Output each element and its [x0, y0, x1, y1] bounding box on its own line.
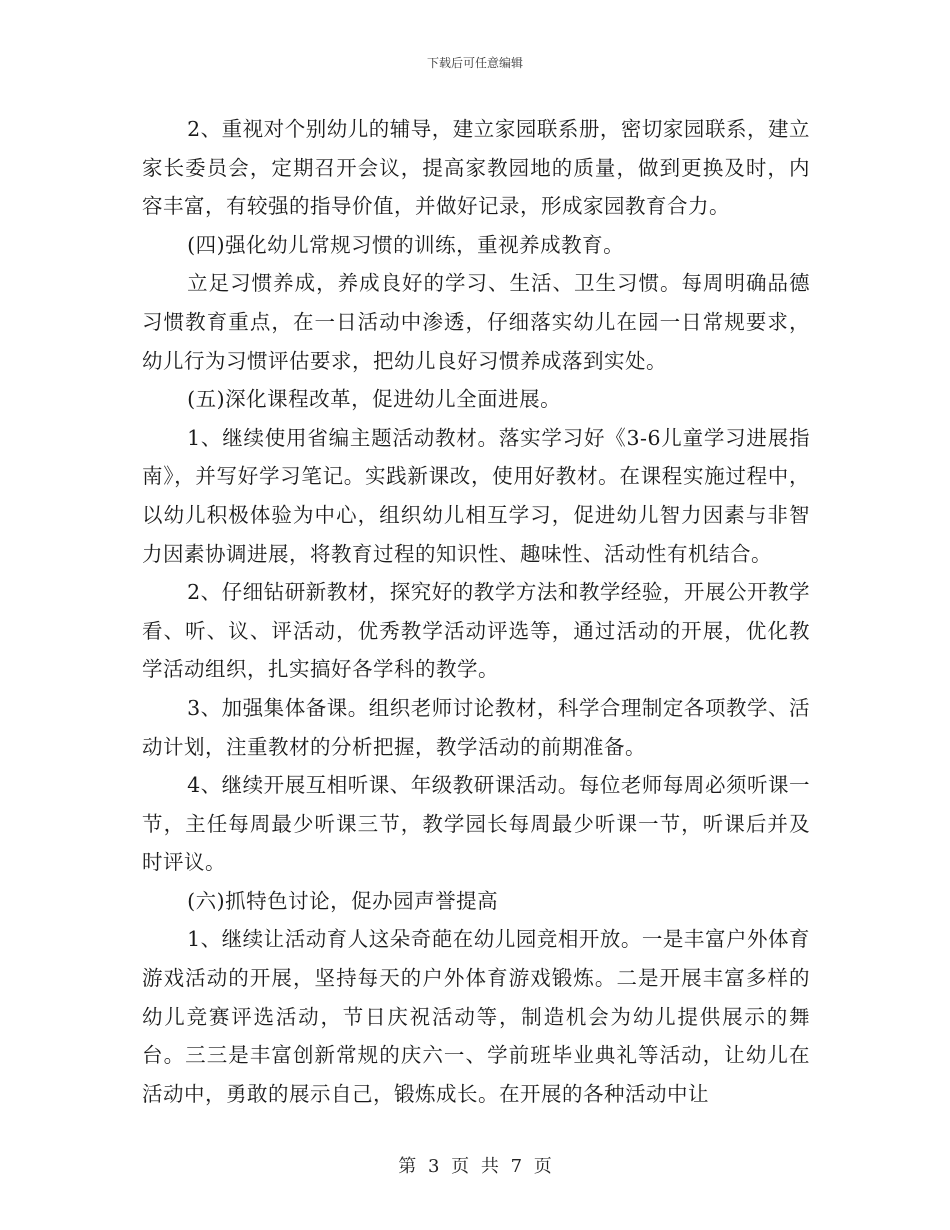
page-number-footer: 第 3 页 共 7 页 [398, 1156, 552, 1177]
section-heading-5: (五)深化课程改革，促进幼儿全面进展。 [187, 387, 562, 412]
section-heading-4: (四)强化幼儿常规习惯的训练，重视养成教育。 [187, 232, 625, 257]
paragraph-home-school-contact: 2、重视对个别幼儿的辅导，建立家园联系册，密切家园联系，建立家长委员会，定期召开会议，提高家教园地的质量，做到更换及时，内容丰富，有较强的指导价值，并做好记录，形成家园教育合力。 [142, 117, 810, 219]
paragraph-habit-formation: 立足习惯养成，养成良好的学习、生活、卫生习惯。每周明确品德习惯教育重点，在一日活动中渗透，仔细落实幼儿在园一日常规要求，幼儿行为习惯评估要求，把幼儿良好习惯养成落到实处。 [142, 271, 810, 373]
paragraph-curriculum-4: 4、继续开展互相听课、年级教研课活动。每位老师每周必须听课一节，主任每周最少听课三节，教学园长每周最少听课一节，听课后并及时评议。 [142, 773, 810, 875]
paragraph-curriculum-1: 1、继续使用省编主题活动教材。落实学习好《3-6儿童学习进展指南》，并写好学习笔记。实践新课改，使用好教材。在课程实施过程中，以幼儿积极体验为中心，组织幼儿相互学习，促进幼儿智力因素与非智力因素协调进展，将教育过程的知识性、趣味性、活动性有机结合。 [142, 425, 810, 566]
paragraph-features-1: 1、继续让活动育人这朵奇葩在幼儿园竞相开放。一是丰富户外体育游戏活动的开展，坚持每天的户外体育游戏锻炼。二是开展丰富多样的幼儿竞赛评选活动，节日庆祝活动等，制造机会为幼儿提供展示的舞台。三三是丰富创新常规的庆六一、学前班毕业典礼等活动，让幼儿在活动中，勇敢的展示自己，锻炼成长。在开展的各种活动中让 [142, 927, 810, 1106]
section-heading-6: (六)抓特色讨论，促办园声誉提高 [187, 888, 499, 913]
document-body [142, 110, 810, 1113]
paragraph-curriculum-3: 3、加强集体备课。组织老师讨论教材，科学合理制定各项教学、活动计划，注重教材的分析把握，教学活动的前期准备。 [142, 695, 810, 759]
paragraph-curriculum-2: 2、仔细钻研新教材，探究好的教学方法和教学经验，开展公开教学看、听、议、评活动，优秀教学活动评选等，通过活动的开展，优化教学活动组织，扎实搞好各学科的教学。 [142, 580, 810, 682]
page-header: 下载后可任意编辑 [426, 56, 523, 70]
